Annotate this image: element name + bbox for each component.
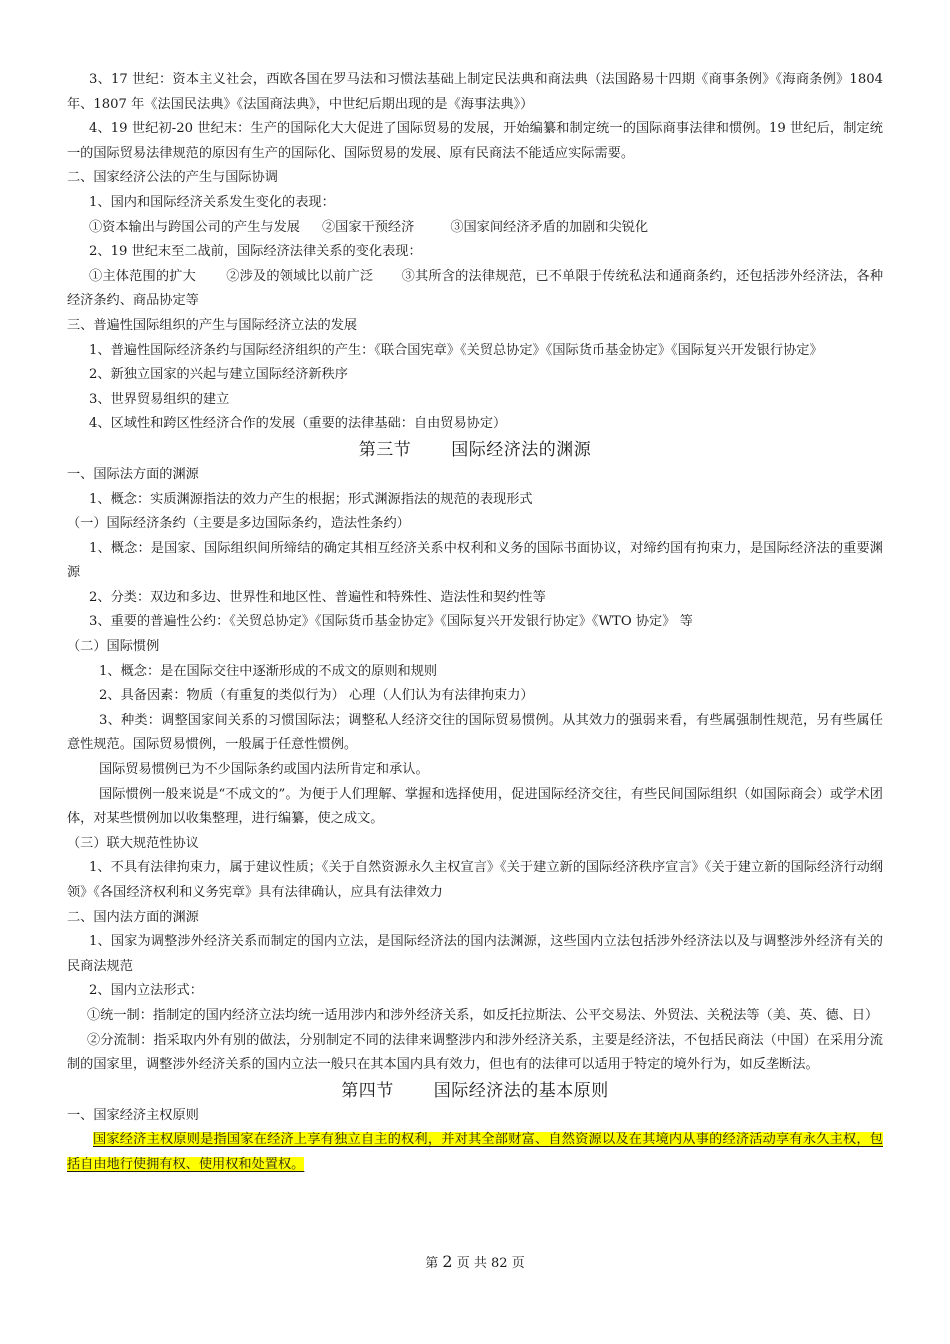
footer-total-pages: 82 [491,1256,508,1271]
item-treaty-classification: 2、分类：双边和多边、世界性和地区性、普遍性和特殊性、造法性和契约性等 [89,589,546,605]
legal-change-2: ②涉及的领域比以前广泛 [226,268,374,284]
item-custom-types: 3、种类：调整国家间关系的习惯国际法；调整私人经济交往的国际贸易惯例。从其效力的强弱来看，有些属强制性规范，另有些属任意性规范。国际贸易惯例，一般属于任意性惯例。 [67,712,883,753]
change-1: ①资本输出与跨国公司的产生与发展 [89,219,300,235]
change-3: ③国家间经济矛盾的加剧和尖锐化 [450,219,649,235]
item-important-conventions: 3、重要的普遍性公约：《关贸总协定》《国际货币基金协定》《国际复兴开发银行协定》《WTO 协定》 等 [89,614,693,630]
item-treaty-concept: 1、概念：是国家、国际组织间所缔结的确定其相互经济关系中权利和义务的国际书面协议，对缔约国有拘束力，是国际经济法的重要渊源 [67,540,883,581]
paragraph-19th-century: 4、19 世纪初-20 世纪末：生产的国际化大大促进了国际贸易的发展，开始编纂和制定统一的国际商事法律和惯例。19 世纪后，制定统一的国际贸易法律规范的原因有生产的国际化、国际贸易的发展、原有民商法不能适应实际需要。 [67,121,883,161]
footer-suffix: 页 [511,1256,525,1271]
subheading-economic-treaties: （一）国际经济条约（主要是多边国际条约，造法性条约） [67,516,410,532]
document-page [67,68,883,1178]
section-3-title: 国际经济法的渊源 [451,439,592,460]
item-custom-elements: 2、具备因素：物质（有重复的类似行为） 心理（人们认为有法律拘束力） [99,688,534,704]
item-custom-concept: 1、概念：是在国际交往中逐渐形成的不成文的原则和规则 [99,663,438,679]
section-heading-economic-public-law: 二、国家经济公法的产生与国际协调 [67,170,278,186]
section-heading-universal-organizations: 三、普遍性国际组织的产生与国际经济立法的发展 [67,317,358,333]
paragraph-17th-century: 3、17 世纪：资本主义社会，西欧各国在罗马法和习惯法基础上制定民法典和商法典（法国路易十四期《商事条例》《海商条例》1804 年、1807 年《法国民法典》《法国商法典》，中世纪后期出现的是《海事法典》） [67,72,883,112]
item-regional-cooperation: 4、区域性和跨区性经济合作的发展（重要的法律基础：自由贸易协定） [89,416,507,432]
paragraph-sovereignty-definition [67,1128,883,1177]
item-new-states: 2、新独立国家的兴起与建立国际经济新秩序 [89,367,348,383]
chapter-heading-section-4 [67,1078,883,1104]
section-4-title: 国际经济法的基本原则 [433,1080,609,1101]
item-resolution-nature: 1、不具有法律拘束力，属于建议性质；《关于自然资源永久主权宣言》《关于建立新的国际经济秩序宣言》《关于建立新的国际经济行动纲领》《各国经济权利和义务宪章》具有法律确认，应具有法律效力 [67,860,883,900]
item-sources-concept: 1、概念：实质渊源指法的效力产生的根据；形式渊源指法的规范的表现形式 [89,491,533,507]
change-2: ②国家干预经济 [322,219,415,235]
item-legal-relation-changes: 2、19 世纪末至二战前，国际经济法律关系的变化表现： [89,244,422,260]
page-footer [0,1252,950,1271]
paragraph-custom-recognition: 国际贸易惯例已为不少国际条约或国内法所肯定和承认。 [99,762,429,778]
item-universal-treaties: 1、普遍性国际经济条约与国际经济组织的产生：《联合国宪章》《关贸总协定》《国际货币基金协定》《国际复兴开发银行协定》 [89,342,823,358]
item-dual-system: ②分流制：指采取内外有别的做法，分别制定不同的法律来调整涉内和涉外经济关系，主要是经济法，不包括民商法（中国）在采用分流制的国家里，调整涉外经济关系的国内立法一般只在其本国内具有效力，但也有的法律可以适用于特定的境外行为，如反垄断法。 [67,1032,883,1073]
item-change-list [67,216,883,241]
footer-mid: 页 共 [456,1256,487,1271]
item-domestic-international-changes: 1、国内和国际经济关系发生变化的表现： [89,194,335,210]
highlighted-definition: 国家经济主权原则是指国家在经济上享有独立自主的权利，并对其全部财富、自然资源以及在其境内从事的经济活动享有永久主权，包括自由地行使拥有权、使用权和处置权。 [67,1132,883,1172]
item-legislation-forms: 2、国内立法形式： [89,983,203,999]
legal-change-1: ①主体范围的扩大 [89,268,197,284]
footer-page-number: 2 [442,1252,453,1271]
item-domestic-legislation: 1、国家为调整涉外经济关系而制定的国内立法，是国际经济法的国内法渊源，这些国内立法包括涉外经济法以及与调整涉外经济有关的民商法规范 [67,934,883,974]
paragraph-custom-codification: 国际惯例一般来说是“不成文的”。为便于人们理解、掌握和选择使用，促进国际经济交往，有些民间国际组织（如国际商会）或学术团体，对某些惯例加以收集整理，进行编纂，使之成文。 [67,786,883,827]
footer-prefix: 第 [425,1256,439,1271]
item-unified-system: ①统一制：指制定的国内经济立法均统一适用涉内和涉外经济关系，如反托拉斯法、公平交易法、外贸法、关税法等（美、英、德、日） [87,1007,879,1023]
section-heading-economic-sovereignty: 一、国家经济主权原则 [67,1107,199,1123]
section-heading-international-law-sources: 一、国际法方面的渊源 [67,466,199,482]
section-4-number: 第四节 [341,1080,394,1101]
item-legal-change-list [67,265,883,314]
section-heading-domestic-law-sources: 二、国内法方面的渊源 [67,909,199,925]
item-wto: 3、世界贸易组织的建立 [89,391,230,407]
section-3-number: 第三节 [358,439,412,460]
chapter-heading-section-3 [67,437,883,463]
subheading-international-custom: （二）国际惯例 [67,639,160,655]
subheading-un-resolutions: （三）联大规范性协议 [67,835,199,851]
legal-change-3: ③其所含的法律规范，已不单限于传统私法和通商条约，还包括涉外经济法，各种经济条约、商品协定等 [67,268,884,309]
